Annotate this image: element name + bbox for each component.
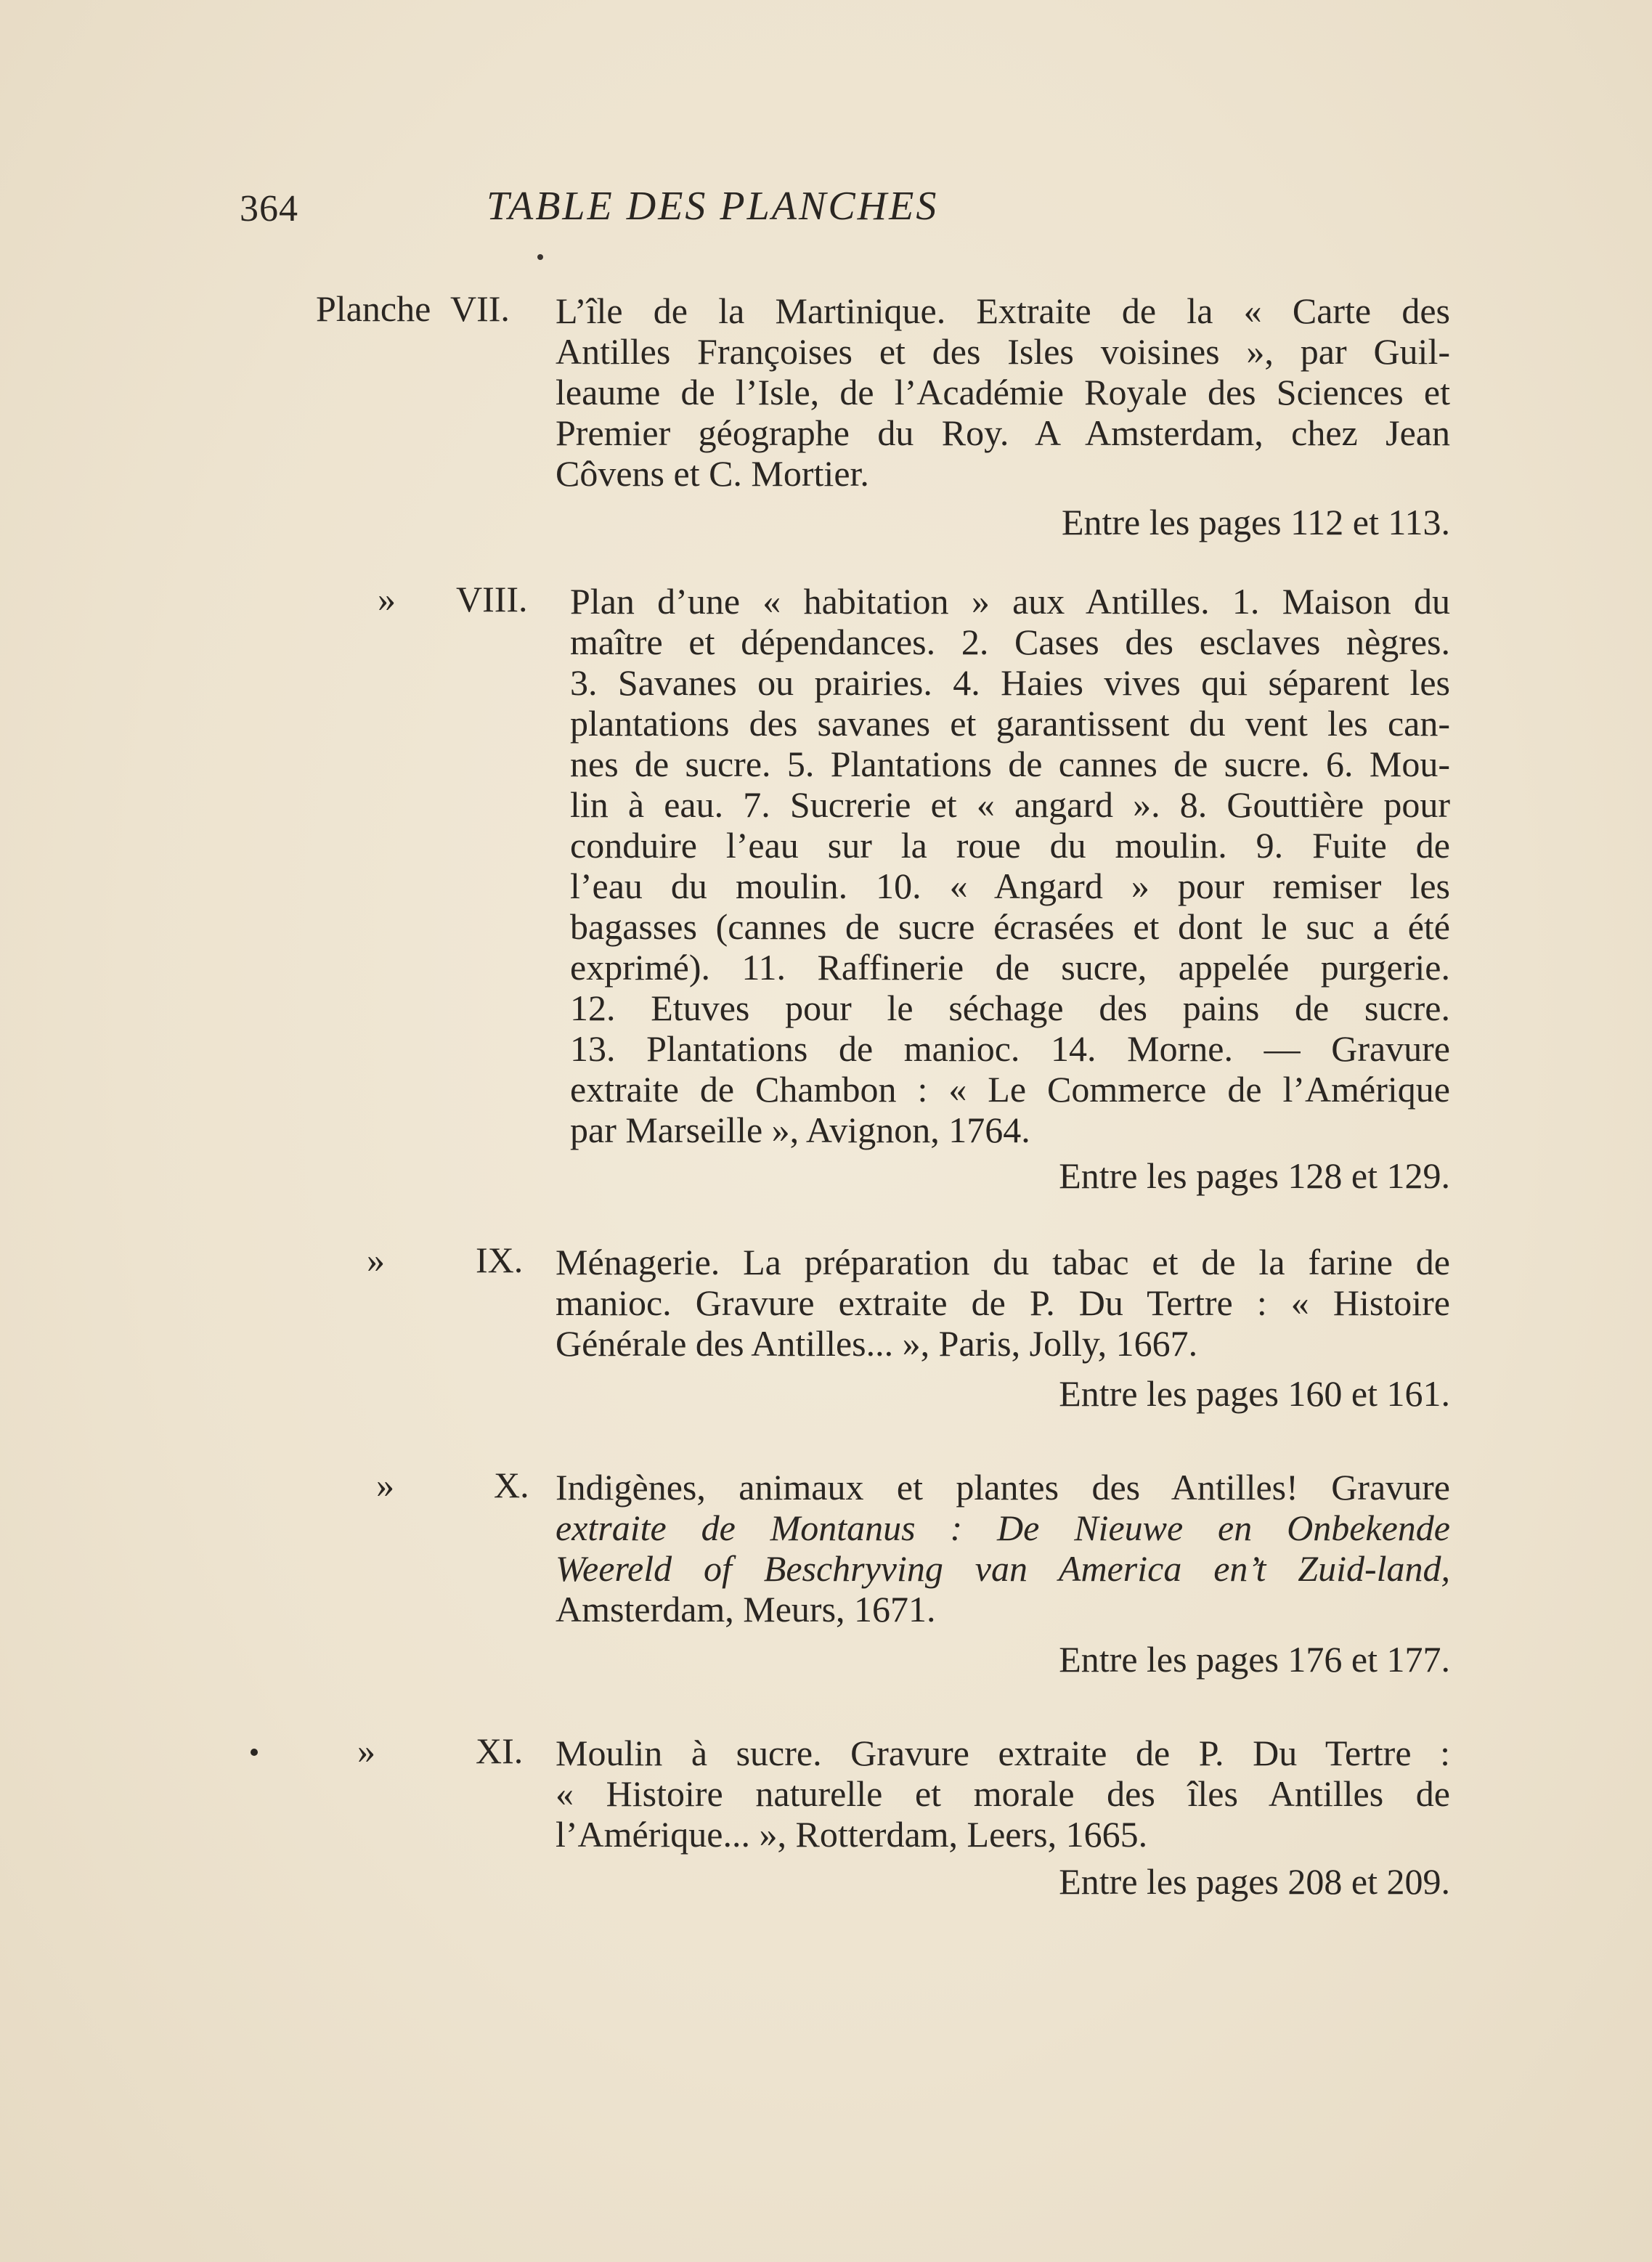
- page-range: Entre les pages 128 et 129.: [1059, 1155, 1450, 1196]
- description-line: Plan d’une « habitation » aux Antilles. 1. Maison du: [570, 581, 1450, 622]
- description-line: lin à eau. 7. Sucrerie et « angard ». 8. Gouttière pour: [570, 784, 1450, 825]
- margin-mark-dot: [251, 1749, 258, 1756]
- description-line: 12. Etuves pour le séchage des pains de sucre.: [570, 988, 1450, 1028]
- plate-number: IX.: [476, 1240, 524, 1280]
- description-line: maître et dépendances. 2. Cases des esclaves nègres.: [570, 622, 1450, 662]
- description-line: l’eau du moulin. 10. « Angard » pour remiser les: [570, 866, 1450, 906]
- plate-description: [556, 290, 1450, 494]
- description-line: exprimé). 11. Raffinerie de sucre, appelée purgerie.: [570, 947, 1450, 988]
- page-range: Entre les pages 160 et 161.: [1059, 1373, 1450, 1414]
- page-number: 364: [240, 188, 298, 229]
- plate-description: [556, 1467, 1450, 1630]
- description-line: L’île de la Martinique. Extraite de la « Carte des: [556, 290, 1450, 331]
- description-line: bagasses (cannes de sucre écrasées et dont le suc a été: [570, 906, 1450, 947]
- description-line: extraite de Montanus : De Nieuwe en Onbekende: [556, 1508, 1450, 1548]
- entry-label: »: [357, 1730, 375, 1771]
- description-line: Indigènes, animaux et plantes des Antilles! Gravure: [556, 1467, 1450, 1508]
- ornament-dot: [537, 254, 543, 260]
- description-line: manioc. Gravure extraite de P. Du Tertre : « Histoire: [556, 1282, 1450, 1323]
- description-line: l’Amérique... », Rotterdam, Leers, 1665.: [556, 1814, 1148, 1855]
- description-line: nes de sucre. 5. Plantations de cannes de sucre. 6. Mou-: [570, 744, 1450, 784]
- description-line: 3. Savanes ou prairies. 4. Haies vives qui séparent les: [570, 662, 1450, 703]
- entry-label: »: [378, 579, 396, 619]
- plate-number: VIII.: [456, 579, 528, 619]
- entry-label: Planche: [316, 288, 431, 329]
- description-line: Amsterdam, Meurs, 1671.: [556, 1589, 936, 1630]
- plate-number: XI.: [476, 1730, 524, 1771]
- description-line: extraite de Chambon : « Le Commerce de l’Amérique: [570, 1069, 1450, 1110]
- plate-description: [556, 1733, 1450, 1855]
- entry-label: »: [376, 1465, 394, 1505]
- page-range: Entre les pages 112 et 113.: [1061, 502, 1450, 542]
- description-line: 13. Plantations de manioc. 14. Morne. — Gravure: [570, 1028, 1450, 1069]
- entry-label: »: [367, 1240, 385, 1280]
- description-line: Générale des Antilles... », Paris, Jolly, 1667.: [556, 1323, 1198, 1364]
- running-title: TABLE DES PLANCHES: [487, 184, 939, 229]
- description-line: Weereld of Beschryving van America en’t Zuid-land,: [556, 1548, 1450, 1589]
- page-range: Entre les pages 176 et 177.: [1059, 1639, 1450, 1680]
- description-line: Ménagerie. La préparation du tabac et de la farine de: [556, 1242, 1450, 1282]
- description-line: Premier géographe du Roy. A Amsterdam, chez Jean: [556, 412, 1450, 453]
- description-line: Côvens et C. Mortier.: [556, 453, 869, 494]
- description-line: Moulin à sucre. Gravure extraite de P. Du Tertre :: [556, 1733, 1450, 1773]
- plate-description: [556, 1242, 1450, 1364]
- description-line: leaume de l’Isle, de l’Académie Royale des Sciences et: [556, 372, 1450, 412]
- description-line: Antilles Françoises et des Isles voisines », par Guil-: [556, 331, 1450, 372]
- plate-description: [570, 581, 1450, 1150]
- description-line: « Histoire naturelle et morale des îles Antilles de: [556, 1773, 1450, 1814]
- plate-number: X.: [494, 1465, 529, 1505]
- plate-number: VII.: [450, 288, 510, 329]
- page-range: Entre les pages 208 et 209.: [1059, 1861, 1450, 1902]
- description-line: plantations des savanes et garantissent du vent les can-: [570, 703, 1450, 744]
- description-line: conduire l’eau sur la roue du moulin. 9. Fuite de: [570, 825, 1450, 866]
- description-line: par Marseille », Avignon, 1764.: [570, 1110, 1030, 1150]
